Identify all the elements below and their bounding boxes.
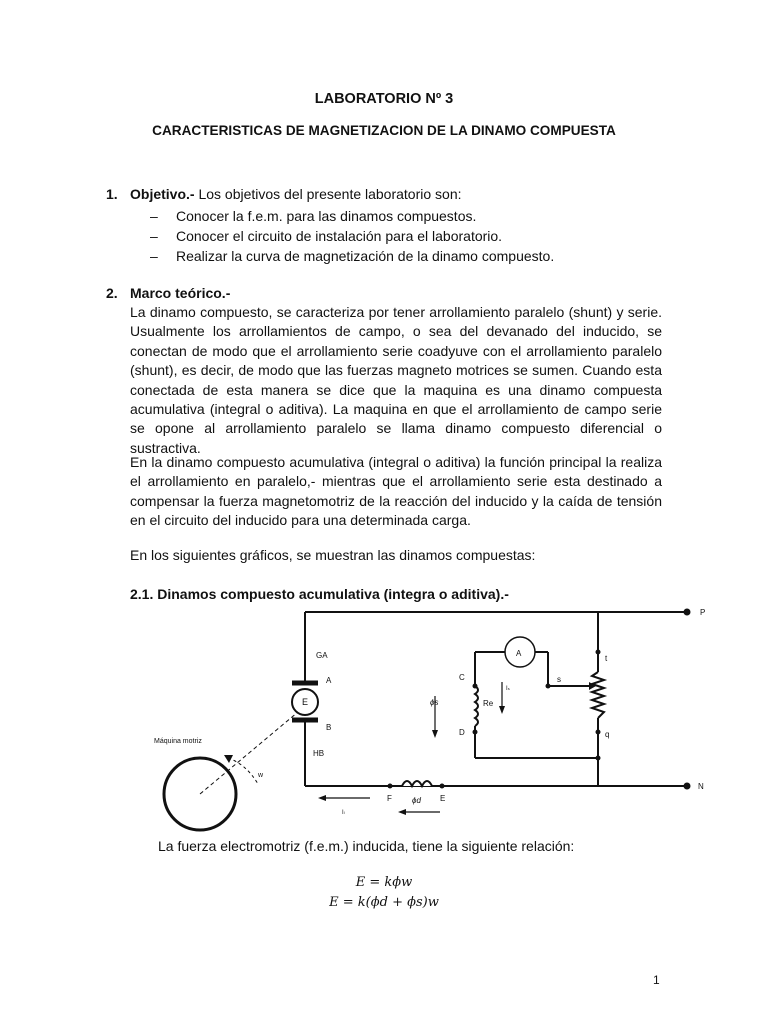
document-subtitle: CARACTERISTICAS DE MAGNETIZACION DE LA DINAMO COMPUESTA	[152, 123, 616, 138]
label-s: s	[557, 675, 561, 684]
section-1-heading-line	[130, 186, 462, 202]
label-D: D	[459, 728, 465, 737]
section-1-intro: Los objetivos del presente laboratorio son:	[194, 186, 462, 202]
label-q: q	[605, 730, 610, 739]
label-P: P	[700, 608, 706, 617]
label-w: w	[258, 772, 264, 779]
formula-2: E = k(ϕd + ϕs)w	[329, 895, 439, 910]
formula-1: E = kϕw	[355, 875, 413, 890]
label-F: F	[387, 794, 392, 803]
objective-text: Conocer el circuito de instalación para el laboratorio.	[176, 228, 503, 244]
label-HB: HB	[313, 749, 325, 758]
page-number: 1	[653, 973, 660, 987]
section-2-heading: Marco teórico.-	[130, 285, 231, 301]
section-1-heading: Objetivo.-	[130, 186, 195, 202]
label-t: t	[605, 654, 608, 663]
section-1-number: 1.	[106, 186, 118, 202]
label-Is: Iₛ	[506, 686, 510, 692]
objective-text: Conocer la f.e.m. para las dinamos compuestos.	[176, 208, 477, 224]
label-A: A	[326, 676, 332, 685]
label-phi-s: ϕs	[430, 698, 439, 707]
label-If: Iₗ	[342, 810, 345, 816]
circuit-diagram	[140, 600, 720, 835]
label-Re: Re	[483, 699, 494, 708]
objective-bullet: – Realizar la curva de magnetización de la dinamo compuesto.	[150, 248, 555, 264]
paragraph: En la dinamo compuesto acumulativa (integral o aditiva) la función principal la realiza el arrollamiento en paralelo,- mientras que el arrollamiento serie esta destinado a compensar la fuerza magnetomotriz de la reacción del inducido y la caída de tensión en el circuito del inducido para una determinada carga.	[130, 454, 662, 529]
section-2-number: 2.	[106, 285, 118, 301]
label-E-series: E	[440, 794, 446, 803]
document-title: LABORATORIO Nº 3	[314, 91, 454, 107]
label-phi-d: ϕd	[412, 796, 421, 805]
label-N: N	[698, 782, 704, 791]
relation-text: La fuerza electromotriz (f.e.m.) inducida, tiene la siguiente relación:	[158, 838, 575, 854]
label-ammeter: A	[516, 649, 522, 658]
objective-text: Realizar la curva de magnetización de la dinamo compuesto.	[176, 248, 555, 264]
subsection-heading: 2.1. Dinamos compuesto acumulativa (integra o aditiva).-	[130, 586, 509, 602]
label-C: C	[459, 673, 465, 682]
paragraph: La dinamo compuesto, se caracteriza por tener arrollamiento paralelo (shunt) y serie. Usualmente los arrollamientos de campo, o sea del devanado del inducido, se conectan de modo que el arrollamiento serie coadyuve con el arrollamiento paralelo (shunt), es decir, de modo que las fuerzas magneto motrices se sumen. Cuando esta conectada de esta manera se dice que la maquina es una dinamo compuesta acumulativa (integral o aditiva). La maquina en que el arrollamiento de campo serie se opone al arrollamiento paralelo se llama dinamo compuesto diferencial o sustractiva.	[130, 304, 662, 456]
label-GA: GA	[316, 651, 328, 660]
label-armature-E: E	[302, 697, 309, 707]
label-B: B	[326, 723, 332, 732]
objective-bullet: – Conocer la f.e.m. para las dinamos compuestos.	[150, 208, 477, 224]
paragraph: En los siguientes gráficos, se muestran las dinamos compuestas:	[130, 547, 536, 563]
label-prime-mover: Máquina motriz	[154, 738, 202, 745]
objective-bullet: – Conocer el circuito de instalación para el laboratorio.	[150, 228, 503, 244]
